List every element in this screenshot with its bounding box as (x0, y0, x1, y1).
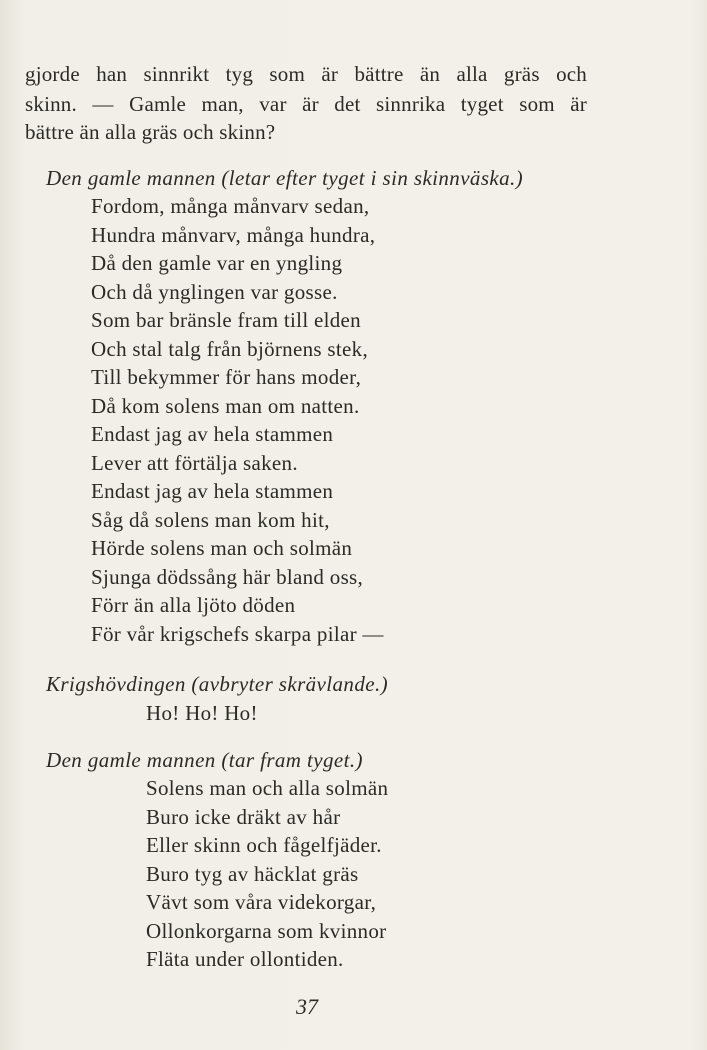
prose-line: skinn. — Gamle man, var är det sinnrika tyget som är (25, 92, 587, 116)
verse-line: Ollonkorgarna som kvinnor (146, 919, 387, 943)
verse-line: Sjunga dödssång här bland oss, (91, 565, 364, 589)
verse-line: Såg då solens man kom hit, (91, 508, 330, 532)
verse-line: Och stal talg från björnens stek, (91, 337, 368, 361)
speaker-direction: Krigshövdingen (avbryter skrävlande.) (46, 672, 388, 696)
verse-line: Då kom solens man om natten. (91, 394, 360, 418)
page-number: 37 (296, 994, 318, 1019)
prose-line: bättre än alla gräs och skinn? (25, 120, 276, 144)
verse-line: Buro tyg av häcklat gräs (146, 862, 359, 886)
verse-line: Som bar bränsle fram till elden (91, 308, 361, 332)
verse-line: Förr än alla ljöto döden (91, 593, 296, 617)
verse-line: För vår krigschefs skarpa pilar — (91, 622, 384, 646)
verse-line: Till bekymmer för hans moder, (91, 365, 362, 389)
verse-line: Endast jag av hela stammen (91, 422, 334, 446)
verse-line: Lever att förtälja saken. (91, 451, 298, 475)
verse-line: Fordom, många månvarv sedan, (91, 194, 370, 218)
verse-line: Och då ynglingen var gosse. (91, 280, 338, 304)
verse-line: Ho! Ho! Ho! (146, 701, 258, 725)
verse-line: Solens man och alla solmän (146, 776, 389, 800)
speaker-direction: Den gamle mannen (letar efter tyget i sin skinnväska.) (46, 166, 524, 190)
verse-line: Vävt som våra videkorgar, (146, 890, 377, 914)
verse-line: Då den gamle var en yngling (91, 251, 343, 275)
verse-line: Hörde solens man och solmän (91, 536, 353, 560)
verse-line: Eller skinn och fågelfjäder. (146, 833, 382, 857)
verse-line: Endast jag av hela stammen (91, 479, 334, 503)
verse-line: Fläta under ollontiden. (146, 947, 344, 971)
prose-line: gjorde han sinnrikt tyg som är bättre än alla gräs och (25, 62, 587, 86)
speaker-direction: Den gamle mannen (tar fram tyget.) (46, 748, 363, 772)
verse-line: Buro icke dräkt av hår (146, 805, 341, 829)
verse-line: Hundra månvarv, många hundra, (91, 223, 376, 247)
